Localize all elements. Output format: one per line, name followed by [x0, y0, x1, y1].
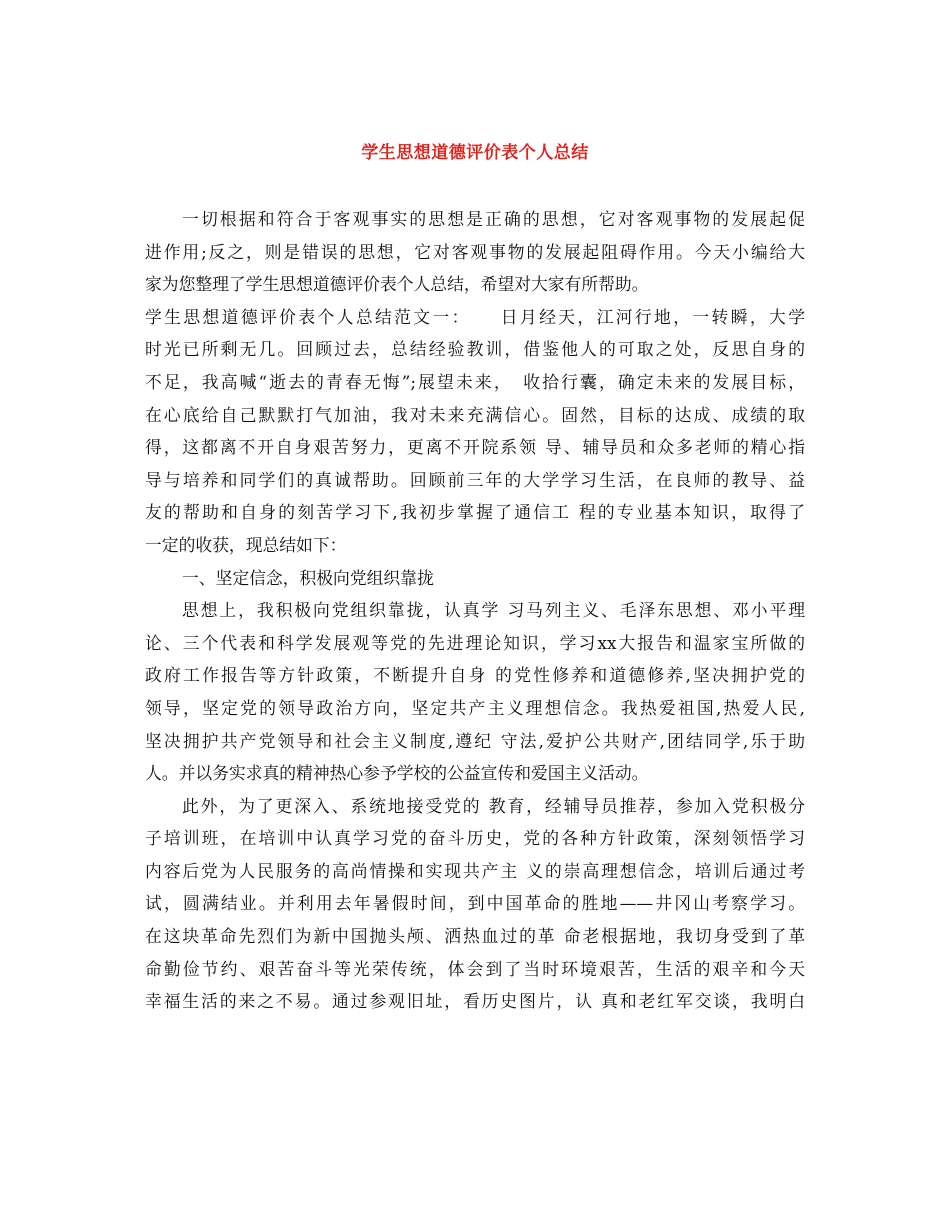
- text-line: 在心底给自己默默打气加油，我对未来充满信心。固然，目标的达成、成绩的取: [145, 404, 805, 425]
- text-line: 时光已所剩无几。回顾过去，总结经验教训，借鉴他人的可取之处，反思自身的: [145, 339, 805, 360]
- text-line: 进作用;反之，则是错误的思想，它对客观事物的发展起阻碍作用。今天小编给大: [145, 241, 805, 262]
- text-line: 一切根据和符合于客观事实的思想是正确的思想，它对客观事物的发展起促: [182, 209, 805, 229]
- text-line: 导与培养和同学们的真诚帮助。回顾前三年的大学学习生活，在良师的教导、益: [145, 469, 805, 490]
- text-line: 命勤俭节约、艰苦奋斗等光荣传统，体会到了当时环境艰苦，生活的艰辛和今天: [145, 958, 805, 979]
- document-title: 学生思想道德评价表个人总结: [361, 143, 589, 163]
- text-line: 一定的收获，现总结如下：: [145, 534, 347, 555]
- text-line: 论、三个代表和科学发展观等党的先进理论知识，学习xx大报告和温家宝所做的: [145, 632, 805, 653]
- text-line: 子培训班，在培训中认真学习党的奋斗历史，党的各种方针政策，深刻领悟学习: [145, 828, 805, 849]
- text-line: 内容后党为人民服务的高尚情操和实现共产主 义的崇高理想信念，培训后通过考: [145, 860, 805, 881]
- text-line: 人。并以务实求真的精神热心参予学校的公益宣传和爱国主义活动。: [145, 763, 649, 784]
- text-line: 得，这都离不开自身艰苦努力，更离不开院系领 导、辅导员和众多老师的精心指: [145, 437, 805, 458]
- text-line: 政府工作报告等方针政策，不断提升自身 的党性修养和道德修养,坚决拥护党的: [145, 665, 805, 686]
- text-line: 试，圆满结业。并利用去年暑假时间，到中国革命的胜地——井冈山考察学习。: [145, 893, 805, 914]
- text-line: 一、坚定信念，积极向党组织靠拢: [182, 567, 434, 588]
- text-line: 坚决拥护共产党领导和社会主义制度,遵纪 守法,爱护公共财产,团结同学,乐于助: [145, 730, 805, 751]
- text-line: 领导，坚定党的领导政治方向，坚定共产主义理想信念。我热爱祖国,热爱人民,: [145, 697, 805, 718]
- document-body: [145, 203, 805, 1018]
- text-line: 思想上，我积极向党组织靠拢，认真学 习马列主义、毛泽东思想、邓小平理: [182, 600, 805, 621]
- text-line: 家为您整理了学生思想道德评价表个人总结，希望对大家有所帮助。: [145, 274, 649, 295]
- text-line: 此外，为了更深入、系统地接受党的 教育，经辅导员推荐，参加入党积极分: [182, 795, 805, 816]
- text-line: 友的帮助和自身的刻苦学习下,我初步掌握了通信工 程的专业基本知识，取得了: [145, 502, 805, 523]
- text-line: 不足，我高喊“逝去的青春无悔”;展望未来， 收拾行囊，确定未来的发展目标，: [145, 371, 805, 392]
- text-line: 学生思想道德评价表个人总结范文一： 日月经天，江河行地，一转瞬，大学: [145, 306, 805, 327]
- text-line: 在这块革命先烈们为新中国抛头颅、洒热血过的革 命老根据地，我切身受到了革: [145, 926, 805, 947]
- text-line: 幸福生活的来之不易。通过参观旧址，看历史图片，认 真和老红军交谈，我明白: [145, 991, 805, 1012]
